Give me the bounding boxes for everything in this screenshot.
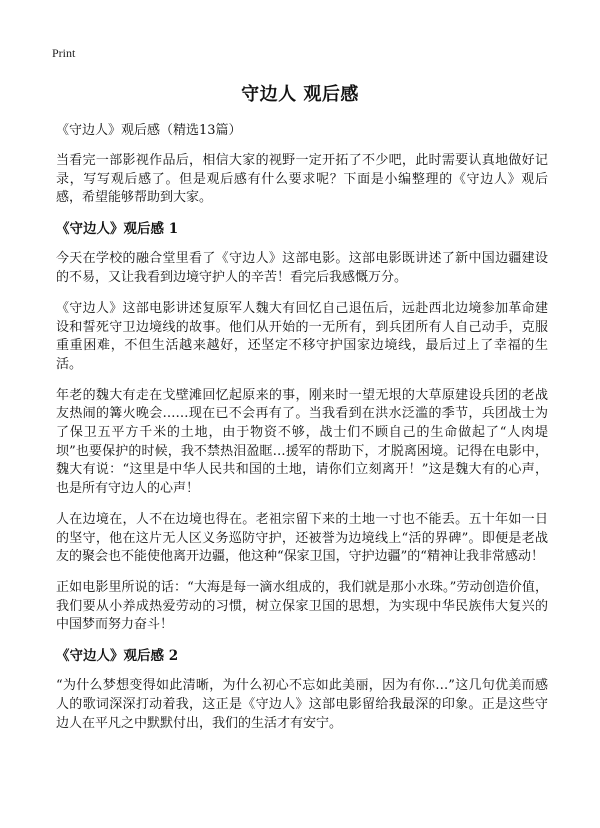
section-1-paragraph-2: 《守边人》这部电影讲述复原军人魏大有回忆自己退伍后，远赴西北边境参加革命建设和誓死守卫边境线的故事。他们从开始的一无所有，到兵团所有人自己动手，克服重重困难，不但生活越来越好，还坚定不移守护国家边境线，最后过上了幸福的生活。 — [56, 300, 548, 372]
section-2-paragraph-1: “为什么梦想变得如此清晰，为什么初心不忘如此美丽，因为有你…”这几句优美而感人的歌词深深打动着我，这正是《守边人》这部电影留给我最深的印象。正是这些守边人在平凡之中默默付出，我们的生活才有安宁。 — [56, 678, 548, 731]
document-subtitle: 《守边人》观后感（精选13篇） — [56, 123, 242, 138]
page-title: 守边人 观后感 — [241, 84, 359, 105]
section-1-paragraph-3: 年老的魏大有走在戈壁滩回忆起原来的事，刚来时一望无垠的大草原建设兵团的老战友热闹的篝火晚会……现在已不会再有了。当我看到在洪水泛滥的季节，兵团战士为了保卫五平方千米的土地，由于物资不够，战士们不顾自己的生命做起了“人肉堤坝”也要保护的时候，我不禁热泪盈眶…援军的帮助下，才脱离困境。记得在电影中，魏大有说：“这里是中华人民共和国的土地，请你们立刻离开！”这是魏大有的心声，也是所有守边人的心声！ — [56, 387, 548, 496]
section-1-paragraph-5: 正如电影里所说的话：“大海是每一滴水组成的，我们就是那小水珠。”劳动创造价值，我们要从小养成热爱劳动的习惯，树立保家卫国的思想，为实现中华民族伟大复兴的中国梦而努力奋斗！ — [56, 580, 548, 633]
section-heading-1: 《守边人》观后感 1 — [56, 221, 179, 238]
intro-paragraph: 当看完一部影视作品后，相信大家的视野一定开拓了不少吧，此时需要认真地做好记录，写写观后感了。但是观后感有什么要求呢？下面是小编整理的《守边人》观后感，希望能够帮助到大家。 — [56, 153, 548, 206]
section-heading-2: 《守边人》观后感 2 — [56, 648, 179, 665]
document-body — [56, 122, 548, 746]
section-1-paragraph-1: 今天在学校的融合堂里看了《守边人》这部电影。这部电影既讲述了新中国边疆建设的不易，又让我看到边境守护人的辛苦！看完后我感慨万分。 — [56, 251, 548, 285]
print-label: Print — [52, 46, 76, 60]
section-1-paragraph-4: 人在边境在，人不在边境也得在。老祖宗留下来的土地一寸也不能丢。五十年如一日的坚守，他在这片无人区义务巡防守护，还被誉为边境线上“活的界碑”。即便是老战友的聚会也不能使他离开边疆，他这种“保家卫国，守护边疆”的“精神让我非常感动！ — [56, 511, 548, 565]
